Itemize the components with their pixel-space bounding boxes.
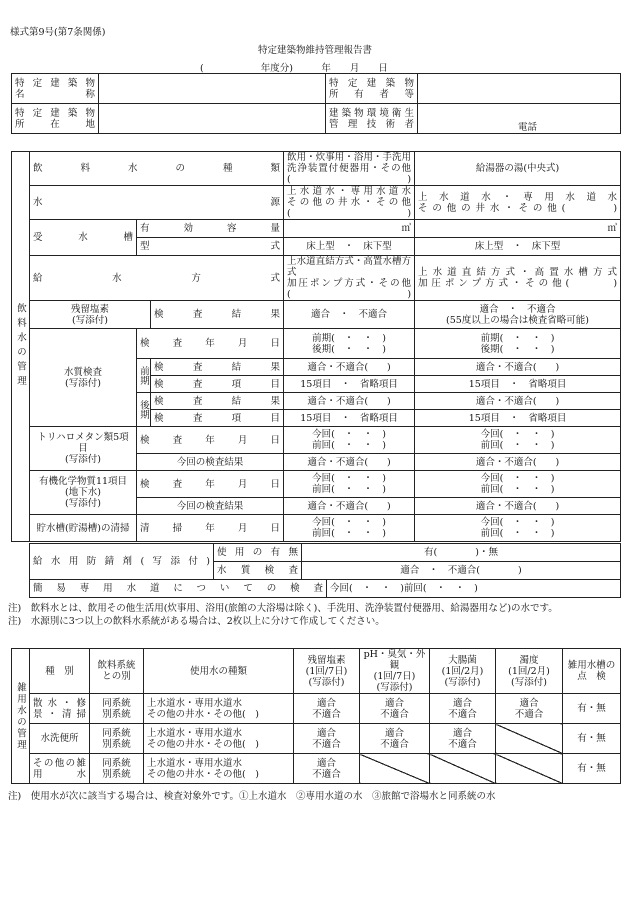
misc-row-toilet-system[interactable]: 同系統 別系統: [90, 724, 144, 754]
rust-inhibitor-label: 給水用防錆剤(写添付): [30, 544, 214, 580]
misc-row-sprinkling-chlorine[interactable]: 適合 不適合: [294, 694, 360, 724]
first-half-label: 前期: [137, 359, 151, 393]
misc-row-sprinkling-ecoli[interactable]: 適合 不適合: [430, 694, 496, 724]
organic-chemical-label: 有機化学物質11項目(地下水) (写添付): [30, 471, 137, 515]
chlorine-result-options[interactable]: 適合 ・ 不適合: [284, 301, 415, 329]
engineer-label: 建築物環境衛生 管理技術者: [326, 104, 418, 134]
misc-row-sprinkling-turbidity[interactable]: 適合 不適合: [496, 694, 563, 724]
first-items-field[interactable]: 15項目 ・ 省略項目: [284, 376, 415, 393]
first-items-field-hot[interactable]: 15項目 ・ 省略項目: [415, 376, 621, 393]
phone-label: 電話: [518, 122, 538, 133]
model-options-hot[interactable]: 床上型 ・ 床下型: [415, 238, 621, 256]
misc-row-sprinkling-check[interactable]: 有・無: [563, 694, 621, 724]
misc-header-system: 飲料系統 との別: [90, 649, 144, 694]
misc-row-sprinkling-system[interactable]: 同系統 別系統: [90, 694, 144, 724]
misc-row-other-ph-na: [360, 754, 430, 784]
misc-row-sprinkling-kind: 散水・修景・清掃: [30, 694, 90, 724]
capacity-label: 有効容量: [137, 220, 284, 238]
cleaning-date-label: 清掃年月日: [137, 515, 284, 542]
misc-row-toilet-ecoli[interactable]: 適合 不適合: [430, 724, 496, 754]
misc-row-toilet-water[interactable]: 上水道水・専用水道水 その他の井水・その他( ): [144, 724, 294, 754]
first-items-label: 検査項目: [151, 376, 284, 393]
cleaning-date-field[interactable]: 今回( ・ ・ ) 前回( ・ ・ ): [284, 515, 415, 542]
second-items-field[interactable]: 15項目 ・ 省略項目: [284, 410, 415, 427]
drinking-water-table: [11, 151, 621, 542]
trihalomethane-label: トリハロメタン類5項目 (写添付): [30, 427, 137, 471]
capacity-field[interactable]: ㎥: [284, 220, 415, 238]
engineer-field[interactable]: [418, 104, 621, 134]
simple-water-table: [29, 579, 621, 598]
thm-date-field[interactable]: 今回( ・ ・ ) 前回( ・ ・ ): [284, 427, 415, 454]
misc-row-toilet-ph[interactable]: 適合 不適合: [360, 724, 430, 754]
misc-row-other-chlorine[interactable]: 適合 不適合: [294, 754, 360, 784]
building-info-table: [11, 73, 621, 134]
thm-date-label: 検査年月日: [137, 427, 284, 454]
first-result-field-hot[interactable]: 適合・不適合( ): [415, 359, 621, 376]
misc-row-sprinkling-water[interactable]: 上水道水・専用水道水 その他の井水・その他( ): [144, 694, 294, 724]
water-source-label: 水源: [30, 186, 284, 220]
tank-cleaning-label: 貯水槽(貯湯槽)の清掃: [30, 515, 137, 542]
building-name-field[interactable]: [99, 74, 326, 104]
thm-date-field-hot[interactable]: 今回( ・ ・ ) 前回( ・ ・ ): [415, 427, 621, 454]
water-quality-label: 水質検査 (写添付): [30, 329, 137, 427]
simple-water-dates[interactable]: 今回( ・ ・ )前回( ・ ・ ): [327, 580, 621, 598]
document-title: 特定建築物維持管理報告書: [257, 45, 372, 56]
organic-date-label: 検査年月日: [137, 471, 284, 498]
thm-result-field-hot[interactable]: 適合・不適合( ): [415, 454, 621, 471]
receiving-tank-label: 受水槽: [30, 220, 137, 256]
model-options[interactable]: 床上型 ・ 床下型: [284, 238, 415, 256]
first-result-label: 検査結果: [151, 359, 284, 376]
model-label: 型式: [137, 238, 284, 256]
water-type-label: 飲料水の種類: [30, 152, 284, 186]
misc-header-chlorine: 残留塩素 (1回/7日) (写添付): [294, 649, 360, 694]
note-multiple-systems: 注) 水源別に3つ以上の飲料水系統がある場合は、2枚以上に分けて作成してください。: [8, 616, 385, 627]
misc-row-other-kind: その他の雑用水: [30, 754, 90, 784]
organic-result-field-hot[interactable]: 適合・不適合( ): [415, 498, 621, 515]
misc-row-other-system[interactable]: 同系統 別系統: [90, 754, 144, 784]
misc-row-sprinkling-ph[interactable]: 適合 不適合: [360, 694, 430, 724]
supply-method-label: 給水方式: [30, 256, 284, 301]
misc-row-other-ecoli-na: [430, 754, 496, 784]
thm-result-field[interactable]: 適合・不適合( ): [284, 454, 415, 471]
misc-row-toilet-kind: 水洗便所: [30, 724, 90, 754]
capacity-field-hot[interactable]: ㎥: [415, 220, 621, 238]
drinking-water-section-label: 飲料水の管理: [12, 152, 30, 542]
note-drinking-definition: 注) 飲料水とは、飲用その他生活用(炊事用、浴用(旅館の大浴場は除く)、手洗用、洗浄装置付便器用、給湯器用など)の水です。: [8, 603, 558, 614]
water-source-options-hot[interactable]: 上水道水・専用水道水 その他の井水・その他( ): [415, 186, 621, 220]
misc-header-ecoli: 大腸菌 (1回/2月) (写添付): [430, 649, 496, 694]
second-result-label: 検査結果: [151, 393, 284, 410]
misc-header-water-type: 使用水の種類: [144, 649, 294, 694]
usage-options[interactable]: 有( )・無: [302, 544, 621, 562]
misc-header-turbidity: 濁度 (1回/2月) (写添付): [496, 649, 563, 694]
owner-field[interactable]: [418, 74, 621, 104]
building-name-label: 特定建築物 名 称: [12, 74, 99, 104]
organic-result-label: 今回の検査結果: [137, 498, 284, 515]
misc-row-toilet-turbidity-na: [496, 724, 563, 754]
cleaning-date-field-hot[interactable]: 今回( ・ ・ ) 前回( ・ ・ ): [415, 515, 621, 542]
second-items-field-hot[interactable]: 15項目 ・ 省略項目: [415, 410, 621, 427]
quality-date-label: 検査年月日: [137, 329, 284, 359]
misc-row-other-check[interactable]: 有・無: [563, 754, 621, 784]
second-half-label: 後期: [137, 393, 151, 427]
quality-date-field[interactable]: 前期( ・ ・ ) 後期( ・ ・ ): [284, 329, 415, 359]
supply-method-options[interactable]: 上水道直結方式・高置水槽方式 加圧ポンプ方式・その他( ): [284, 256, 415, 301]
water-type-options[interactable]: 飲用・炊事用・浴用・手洗用 洗浄装置付便器用・その他( ): [284, 152, 415, 186]
report-period: ( 年度分) 年 月 日: [200, 63, 388, 74]
rust-prevention-table: [29, 543, 621, 580]
note-misc-exemption: 注) 使用水が次に該当する場合は、検査対象外です。①上水道水 ②専用水道の水 ③旅館で浴場水と同系統の水: [8, 791, 496, 802]
rust-quality-label: 水質検査: [214, 562, 302, 580]
residual-chlorine-label: 残留塩素 (写添付): [30, 301, 151, 329]
second-items-label: 検査項目: [151, 410, 284, 427]
second-result-field-hot[interactable]: 適合・不適合( ): [415, 393, 621, 410]
thm-result-label: 今回の検査結果: [137, 454, 284, 471]
misc-row-toilet-check[interactable]: 有・無: [563, 724, 621, 754]
location-label: 特定建築物 所 在 地: [12, 104, 99, 134]
location-field[interactable]: [99, 104, 326, 134]
quality-date-field-hot[interactable]: 前期( ・ ・ ) 後期( ・ ・ ): [415, 329, 621, 359]
water-source-options[interactable]: 上水道水・専用水道水 その他の井水・その他( ): [284, 186, 415, 220]
first-result-field[interactable]: 適合・不適合( ): [284, 359, 415, 376]
misc-row-other-water[interactable]: 上水道水・専用水道水 その他の井水・その他( ): [144, 754, 294, 784]
misc-water-table: [11, 648, 621, 784]
chlorine-result-options-hot[interactable]: 適合 ・ 不適合 (55度以上の場合は検査省略可能): [415, 301, 621, 329]
misc-row-toilet-chlorine[interactable]: 適合 不適合: [294, 724, 360, 754]
owner-label: 特定建築物 所有者等: [326, 74, 418, 104]
misc-header-ph: pH・臭気・外観 (1回/7日) (写添付): [360, 649, 430, 694]
misc-water-section-label: 雑用水の管理: [12, 649, 30, 784]
misc-header-kind: 種 別: [30, 649, 90, 694]
organic-date-field[interactable]: 今回( ・ ・ ) 前回( ・ ・ ): [284, 471, 415, 498]
hot-water-type: 給湯器の湯(中央式): [415, 152, 621, 186]
usage-label: 使用の有無: [214, 544, 302, 562]
simple-water-label: 簡易専用水道についての検査: [30, 580, 327, 598]
second-result-field[interactable]: 適合・不適合( ): [284, 393, 415, 410]
misc-row-other-turbidity-na: [496, 754, 563, 784]
organic-result-field[interactable]: 適合・不適合( ): [284, 498, 415, 515]
misc-header-tank-check: 雑用水槽の 点 検: [563, 649, 621, 694]
supply-method-options-hot[interactable]: 上水道直結方式・高置水槽方式 加圧ポンプ方式・その他( ): [415, 256, 621, 301]
chlorine-result-label: 検査結果: [151, 301, 284, 329]
form-number: 様式第9号(第7条関係): [10, 27, 106, 38]
rust-quality-options[interactable]: 適合 ・ 不適合( ): [302, 562, 621, 580]
organic-date-field-hot[interactable]: 今回( ・ ・ ) 前回( ・ ・ ): [415, 471, 621, 498]
